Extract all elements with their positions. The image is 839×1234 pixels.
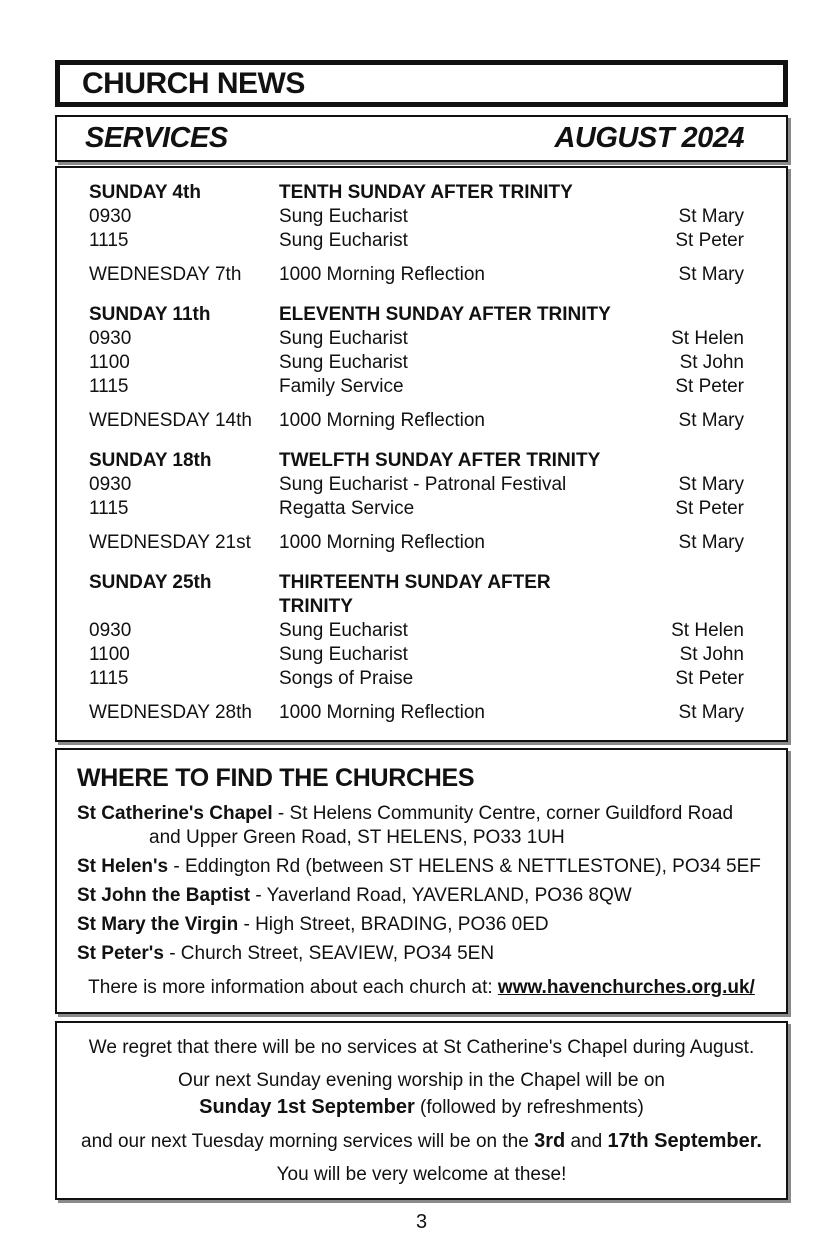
service-time: 0930 xyxy=(89,206,132,227)
church-news-banner xyxy=(55,60,788,107)
service-church: St John xyxy=(679,352,744,373)
notice-line-5: You will be very welcome at these! xyxy=(276,1164,567,1185)
more-info-line xyxy=(75,977,768,999)
service-church: St Mary xyxy=(678,474,744,495)
sunday-heading: ELEVENTH SUNDAY AFTER TRINITY xyxy=(279,304,611,325)
dash-separator: - xyxy=(255,885,262,906)
table-row xyxy=(89,619,744,643)
service-block-sunday-11th xyxy=(89,303,744,433)
church-address: Yaverland Road, YAVERLAND, PO36 8QW xyxy=(266,885,632,906)
sunday-heading: THIRTEENTH SUNDAY AFTER TRINITY xyxy=(279,572,551,617)
service-church: St Peter xyxy=(675,376,744,397)
service-church xyxy=(624,449,744,473)
notice-date-bold: 3rd xyxy=(534,1130,566,1152)
service-block-sunday-4th xyxy=(89,181,744,287)
notice-date-bold: Sunday 1st September xyxy=(199,1096,415,1118)
sunday-heading: TENTH SUNDAY AFTER TRINITY xyxy=(279,182,573,203)
service-name: Sung Eucharist xyxy=(279,644,408,665)
service-church: St Peter xyxy=(675,498,744,519)
church-locations-section xyxy=(55,748,788,1014)
dash-separator: - xyxy=(243,914,250,935)
church-address: Eddington Rd (between ST HELENS & NETTLESTONE), PO34 5EF xyxy=(185,856,761,877)
notice-line-3-rest: (followed by refreshments) xyxy=(420,1097,644,1118)
service-time: 1115 xyxy=(89,230,129,251)
list-item xyxy=(75,884,768,908)
dash-separator: - xyxy=(173,856,180,877)
service-church xyxy=(624,303,744,327)
table-row xyxy=(89,205,744,229)
church-name: St Peter's xyxy=(77,943,164,964)
list-item xyxy=(75,855,768,879)
service-name: Sung Eucharist xyxy=(279,352,408,373)
table-row xyxy=(89,473,744,497)
church-name: St John the Baptist xyxy=(77,885,251,906)
notice-line-2: Our next Sunday evening worship in the Chapel will be on xyxy=(178,1070,665,1091)
services-title: SERVICES xyxy=(85,122,228,154)
service-name: 1000 Morning Reflection xyxy=(279,264,485,285)
notice-line-4 xyxy=(81,1129,762,1154)
service-day: WEDNESDAY 14th xyxy=(89,410,252,431)
table-row-midweek xyxy=(89,263,744,287)
dash-separator: - xyxy=(169,943,176,964)
table-row xyxy=(89,571,744,619)
notice-line-4-pre: and our next Tuesday morning services will be on the xyxy=(81,1131,529,1152)
church-name: St Catherine's Chapel xyxy=(77,803,273,824)
sunday-heading: TWELFTH SUNDAY AFTER TRINITY xyxy=(279,450,601,471)
service-block-sunday-25th xyxy=(89,571,744,725)
church-name: St Mary the Virgin xyxy=(77,914,239,935)
table-row xyxy=(89,303,744,327)
table-row xyxy=(89,375,744,399)
table-row xyxy=(89,351,744,375)
service-name: Sung Eucharist - Patronal Festival xyxy=(279,474,567,495)
chapel-notice xyxy=(55,1021,788,1200)
service-church: St Mary xyxy=(678,206,744,227)
service-day: SUNDAY 11th xyxy=(89,304,211,325)
notice-line-4-mid: and xyxy=(570,1131,603,1152)
notice-line-1: We regret that there will be no services at St Catherine's Chapel during August. xyxy=(88,1037,755,1058)
services-table xyxy=(55,166,788,742)
service-block-sunday-18th xyxy=(89,449,744,555)
service-day: WEDNESDAY 21st xyxy=(89,532,251,553)
service-church: St Mary xyxy=(678,410,744,431)
service-name: Songs of Praise xyxy=(279,668,414,689)
service-church: St Mary xyxy=(678,264,744,285)
table-row xyxy=(89,181,744,205)
table-row xyxy=(89,327,744,351)
table-row xyxy=(89,667,744,691)
service-time: 1115 xyxy=(89,498,129,519)
table-row xyxy=(89,643,744,667)
service-name: 1000 Morning Reflection xyxy=(279,532,485,553)
service-name: Regatta Service xyxy=(279,498,415,519)
service-name: 1000 Morning Reflection xyxy=(279,702,485,723)
page-number: 3 xyxy=(415,1211,428,1233)
list-item xyxy=(75,942,768,966)
service-church xyxy=(624,571,744,619)
locations-heading: WHERE TO FIND THE CHURCHES xyxy=(77,764,475,792)
website-link[interactable]: www.havenchurches.org.uk/ xyxy=(497,977,755,998)
service-church: St Helen xyxy=(671,328,744,349)
page-content xyxy=(55,0,788,1234)
service-church: St Helen xyxy=(671,620,744,641)
church-address-line2: and Upper Green Road, ST HELENS, PO33 1UH xyxy=(149,827,565,848)
service-church: St Mary xyxy=(678,532,744,553)
services-month: AUGUST 2024 xyxy=(554,122,744,154)
more-info-text: There is more information about each church at: xyxy=(88,977,493,998)
service-time: 1100 xyxy=(89,644,130,665)
church-address: High Street, BRADING, PO36 0ED xyxy=(255,914,549,935)
service-time: 0930 xyxy=(89,474,132,495)
service-name: Sung Eucharist xyxy=(279,328,408,349)
notice-line-3 xyxy=(81,1095,762,1120)
table-row-midweek xyxy=(89,701,744,725)
service-day: SUNDAY 4th xyxy=(89,182,201,203)
service-day: WEDNESDAY 7th xyxy=(89,264,242,285)
table-row xyxy=(89,449,744,473)
service-name: Sung Eucharist xyxy=(279,620,408,641)
service-church: St John xyxy=(679,644,744,665)
services-header xyxy=(55,115,788,162)
service-church: St Peter xyxy=(675,230,744,251)
service-day: WEDNESDAY 28th xyxy=(89,702,252,723)
notice-date-bold: 17th September. xyxy=(607,1130,762,1152)
service-time: 0930 xyxy=(89,328,132,349)
table-row-midweek xyxy=(89,409,744,433)
service-church xyxy=(624,181,744,205)
service-name: Sung Eucharist xyxy=(279,230,408,251)
list-item xyxy=(75,802,768,850)
table-row-midweek xyxy=(89,531,744,555)
church-address: St Helens Community Centre, corner Guildford Road xyxy=(289,803,734,824)
dash-separator: - xyxy=(277,803,285,824)
service-day: SUNDAY 18th xyxy=(89,450,212,471)
service-church: St Peter xyxy=(675,668,744,689)
service-time: 1100 xyxy=(89,352,130,373)
service-name: Sung Eucharist xyxy=(279,206,408,227)
service-day: SUNDAY 25th xyxy=(89,572,212,593)
service-church: St Mary xyxy=(678,702,744,723)
table-row xyxy=(89,497,744,521)
service-time: 0930 xyxy=(89,620,132,641)
church-name: St Helen's xyxy=(77,856,169,877)
service-time: 1115 xyxy=(89,668,129,689)
page-title: CHURCH NEWS xyxy=(82,66,305,100)
table-row xyxy=(89,229,744,253)
service-name: Family Service xyxy=(279,376,404,397)
list-item xyxy=(75,913,768,937)
service-name: 1000 Morning Reflection xyxy=(279,410,485,431)
service-time: 1115 xyxy=(89,376,129,397)
church-address: Church Street, SEAVIEW, PO34 5EN xyxy=(180,943,495,964)
